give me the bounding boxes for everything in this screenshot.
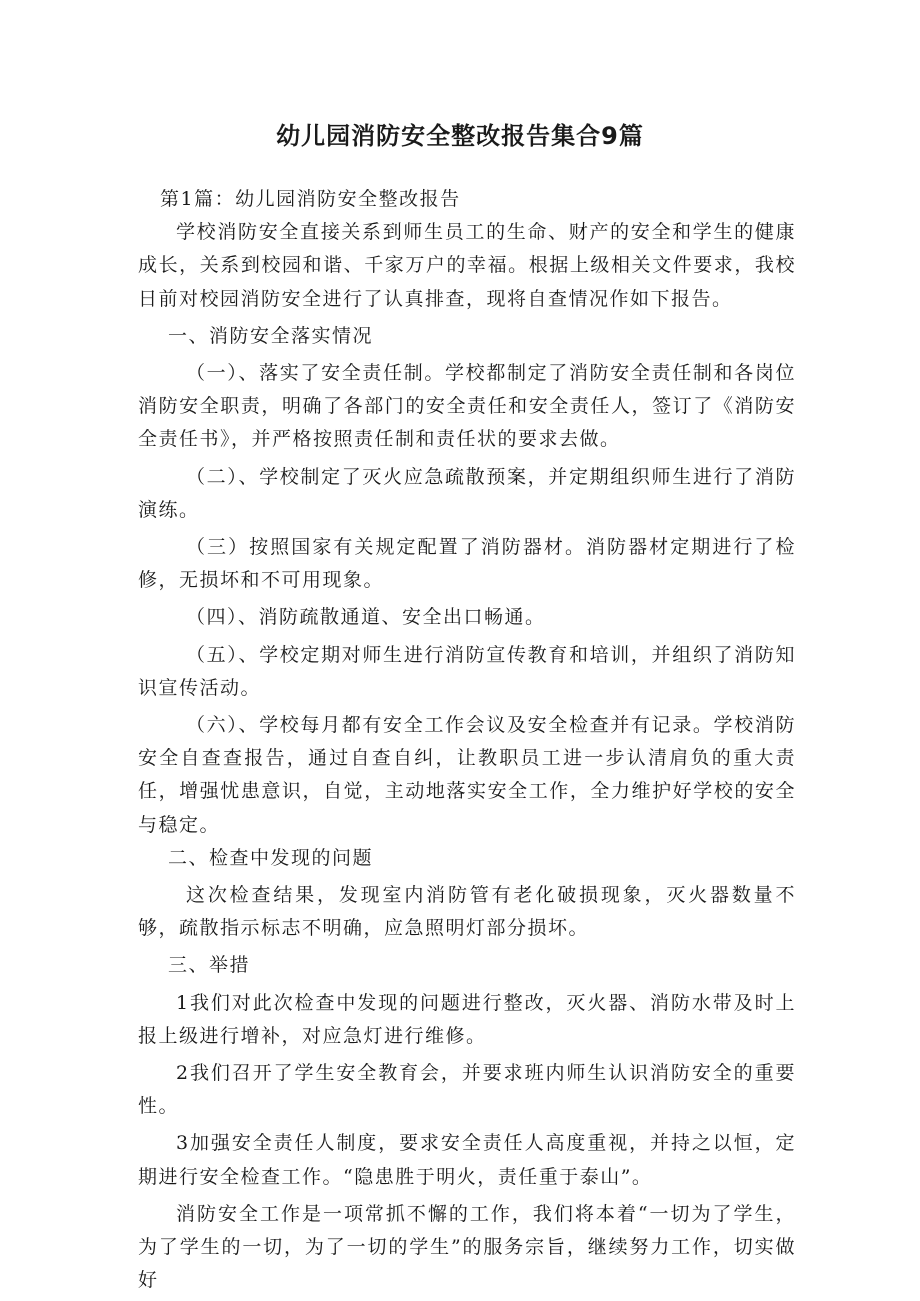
chapter-heading: 第1篇：幼儿园消防安全整改报告 (160, 188, 461, 210)
paragraph-item-1: （一）、落实了安全责任制。学校都制定了消防安全责任制和各岗位消防安全职责，明确了各部门的安全责任和安全责任人，签订了《消防安全责任书》，并严格按照责任制和责任状的要求去做。 (138, 362, 796, 451)
paragraph-item-3: （三）按照国家有关规定配置了消防器材。消防器材定期进行了检修，无损坏和不可用现象。 (138, 536, 796, 592)
paragraph-problems: 这次检查结果，发现室内消防管有老化破损现象，灭火器数量不够，疏散指示标志不明确，应急照明灯部分损坏。 (138, 884, 796, 940)
paragraph-item-5: （五）、学校定期对师生进行消防宣传教育和培训，并组织了消防知识宣传活动。 (138, 643, 796, 699)
paragraph-measure-1: 1我们对此次检查中发现的问题进行整改，灭火器、消防水带及时上报上级进行增补，对应急灯进行维修。 (138, 991, 796, 1047)
paragraph-conclusion: 消防安全工作是一项常抓不懈的工作，我们将本着“一切为了学生，为了学生的一切，为了一切的学生”的服务宗旨，继续努力工作，切实做好 (138, 1202, 796, 1292)
paragraph-item-6: （六）、学校每月都有安全工作会议及安全检查并有记录。学校消防安全自查查报告，通过自查自纠，让教职员工进一步认清肩负的重大责任，增强忧患意识，自觉，主动地落实安全工作，全力维护好学校的安全与稳定。 (138, 714, 796, 836)
paragraph-item-4: （四）、消防疏散通道、安全出口畅通。 (186, 606, 546, 629)
paragraph-measure-2: 2我们召开了学生安全教育会，并要求班内师生认识消防安全的重要性。 (138, 1062, 796, 1118)
section-heading-measures: 三、举措 (168, 954, 251, 977)
document-title: 幼儿园消防安全整改报告集合9篇 (276, 122, 644, 150)
section-heading-implementation: 一、消防安全落实情况 (168, 324, 374, 347)
paragraph-intro: 学校消防安全直接关系到师生员工的生命、财产的安全和学生的健康成长，关系到校园和谐、千家万户的幸福。根据上级相关文件要求，我校日前对校园消防安全进行了认真排查，现将自查情况作如下报告。 (138, 221, 796, 310)
section-heading-problems: 二、检查中发现的问题 (168, 846, 374, 869)
document-body (138, 183, 796, 1298)
paragraph-item-2: （二）、学校制定了灭火应急疏散预案，并定期组织师生进行了消防演练。 (138, 465, 796, 521)
paragraph-measure-3: 3加强安全责任人制度，要求安全责任人高度重视，并持之以恒，定期进行安全检查工作。“隐患胜于明火，责任重于泰山”。 (138, 1132, 796, 1188)
